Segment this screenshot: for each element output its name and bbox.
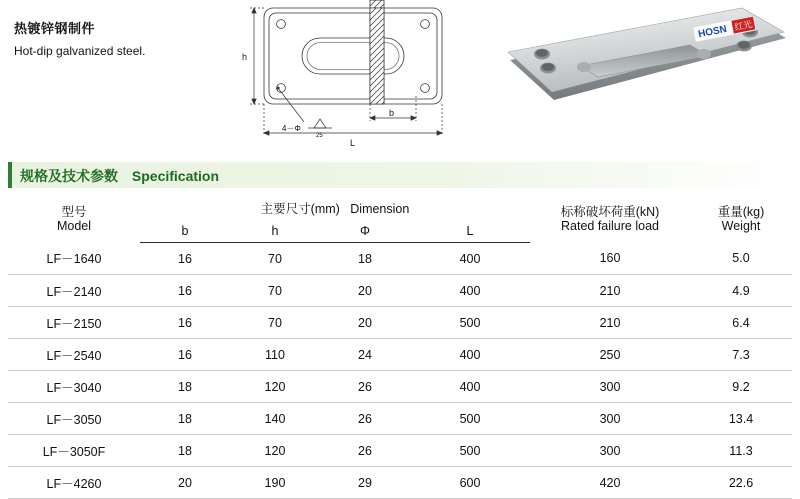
header-phi: Φ (320, 220, 410, 243)
cell-phi: 26 (320, 403, 410, 435)
cell-L: 400 (410, 371, 530, 403)
material-note-en: Hot-dip galvanized steel. (14, 44, 146, 58)
cell-load: 300 (530, 435, 690, 467)
table-row (8, 467, 792, 499)
table-row (8, 371, 792, 403)
product-photo (494, 4, 790, 149)
header-weight (690, 196, 792, 243)
table-row (8, 339, 792, 371)
cell-b: 18 (140, 435, 230, 467)
cell-h: 120 (230, 371, 320, 403)
technical-drawing (228, 0, 476, 152)
table-row (8, 275, 792, 307)
cell-load: 210 (530, 307, 690, 339)
cell-phi: 24 (320, 339, 410, 371)
header-weight-cn: 重量(kg) (717, 204, 765, 219)
header-load-cn: 标称破坏荷重(kN) (560, 204, 660, 219)
cell-model: LF－4260 (8, 467, 140, 499)
specification-heading-bar (8, 162, 792, 188)
cell-b: 16 (140, 275, 230, 307)
cell-model: LF－1640 (8, 243, 140, 275)
cell-b: 20 (140, 467, 230, 499)
header-rated-failure-load (530, 196, 690, 243)
cell-phi: 26 (320, 371, 410, 403)
table-row (8, 403, 792, 435)
cell-load: 210 (530, 275, 690, 307)
cell-model: LF－2140 (8, 275, 140, 307)
cell-b: 18 (140, 371, 230, 403)
cell-model: LF－3050 (8, 403, 140, 435)
table-row (8, 435, 792, 467)
cell-L: 400 (410, 243, 530, 275)
drawing-label-b: b (389, 108, 395, 118)
table-row (8, 243, 792, 275)
cell-weight: 22.6 (690, 467, 792, 499)
cell-h: 140 (230, 403, 320, 435)
spec-heading-en: Specification (131, 168, 220, 184)
photo-brand: HOSN (697, 23, 728, 41)
cell-model: LF－3050F (8, 435, 140, 467)
cell-b: 16 (140, 243, 230, 275)
cell-model: LF－2540 (8, 339, 140, 371)
cell-h: 70 (230, 307, 320, 339)
table-row (8, 307, 792, 339)
header-model (8, 196, 140, 243)
cell-h: 70 (230, 243, 320, 275)
drawing-label-hole: 4－Φ (282, 124, 301, 133)
cell-model: LF－2150 (8, 307, 140, 339)
cell-h: 190 (230, 467, 320, 499)
header-dimension-en: Dimension (350, 202, 410, 216)
cell-L: 500 (410, 403, 530, 435)
cell-weight: 7.3 (690, 339, 792, 371)
cell-load: 160 (530, 243, 690, 275)
header-model-cn: 型号 (61, 204, 87, 219)
drawing-label-finish: 25 (316, 133, 323, 139)
cell-load: 420 (530, 467, 690, 499)
material-note (14, 18, 224, 58)
cell-load: 300 (530, 371, 690, 403)
header-h: h (230, 220, 320, 243)
material-note-cn: 热镀锌钢制件 (14, 21, 96, 36)
cell-weight: 13.4 (690, 403, 792, 435)
drawing-label-L: L (350, 138, 356, 148)
header-model-en: Model (56, 219, 92, 234)
cell-L: 400 (410, 275, 530, 307)
table-header-row-primary (8, 196, 792, 220)
cell-b: 18 (140, 403, 230, 435)
header-b: b (140, 220, 230, 243)
header-weight-en: Weight (721, 219, 761, 234)
header-L: L (410, 220, 530, 243)
specification-table (8, 196, 792, 499)
cell-phi: 20 (320, 307, 410, 339)
cell-weight: 11.3 (690, 435, 792, 467)
cell-weight: 5.0 (690, 243, 792, 275)
cell-model: LF－3040 (8, 371, 140, 403)
cell-phi: 18 (320, 243, 410, 275)
cell-weight: 6.4 (690, 307, 792, 339)
cell-L: 500 (410, 435, 530, 467)
cell-weight: 9.2 (690, 371, 792, 403)
header-dimension-group (140, 196, 530, 220)
cell-phi: 26 (320, 435, 410, 467)
cell-h: 110 (230, 339, 320, 371)
table-body (8, 243, 792, 499)
cell-L: 600 (410, 467, 530, 499)
cell-b: 16 (140, 339, 230, 371)
header-load-en: Rated failure load (561, 219, 659, 234)
cell-b: 16 (140, 307, 230, 339)
header-dimension-cn: 主要尺寸(mm) (260, 202, 340, 216)
cell-load: 250 (530, 339, 690, 371)
spec-heading-cn: 规格及技术参数 (20, 168, 118, 184)
cell-L: 400 (410, 339, 530, 371)
cell-h: 120 (230, 435, 320, 467)
drawing-label-h: h (242, 52, 248, 62)
cell-load: 300 (530, 403, 690, 435)
cell-weight: 4.9 (690, 275, 792, 307)
cell-h: 70 (230, 275, 320, 307)
product-illustration-area (0, 0, 800, 160)
cell-L: 500 (410, 307, 530, 339)
cell-phi: 29 (320, 467, 410, 499)
cell-phi: 20 (320, 275, 410, 307)
photo-brand-cn: 红光 (733, 18, 754, 33)
